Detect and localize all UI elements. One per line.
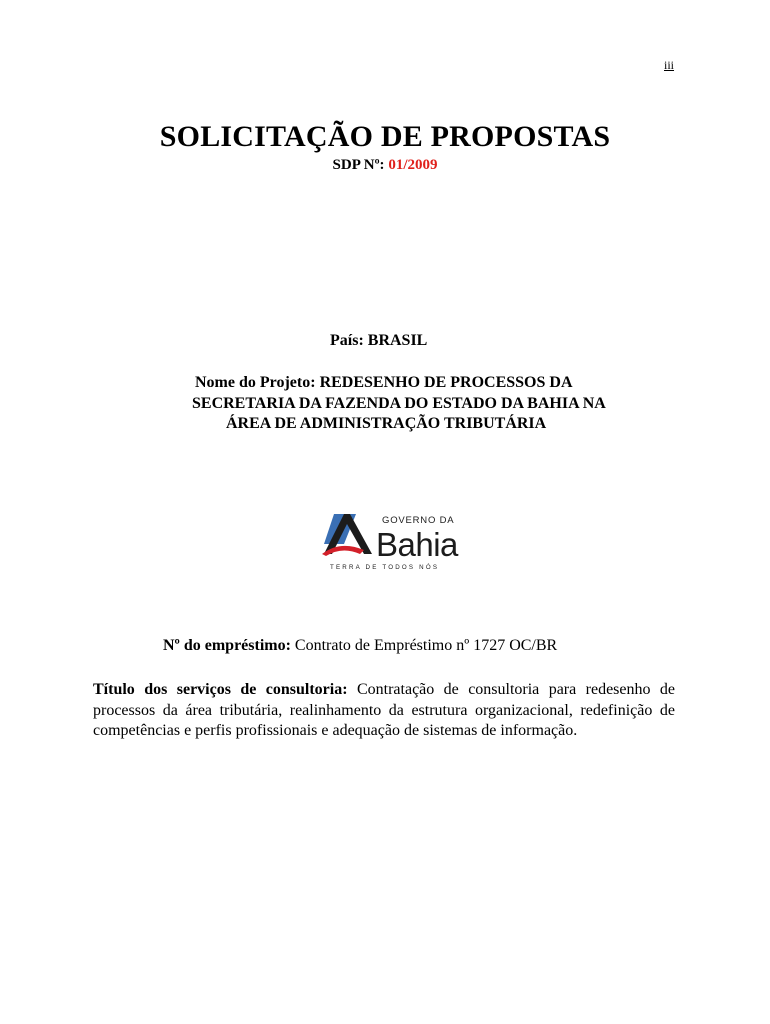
project-line2: SECRETARIA DA FAZENDA DO ESTADO DA BAHIA NA bbox=[192, 395, 606, 412]
services-label: Título dos serviços de consultoria: bbox=[93, 681, 348, 698]
page-number: iii bbox=[664, 58, 675, 72]
loan-value: Contrato de Empréstimo nº 1727 OC/BR bbox=[294, 637, 558, 654]
project-name bbox=[192, 373, 606, 432]
project-line1: REDESENHO DE PROCESSOS DA bbox=[319, 374, 573, 391]
logo-main-text: Bahia bbox=[376, 526, 458, 563]
loan-number bbox=[163, 637, 557, 655]
governo-bahia-logo bbox=[320, 510, 470, 572]
sdp-value: 01/2009 bbox=[388, 157, 438, 173]
logo-tagline: TERRA DE TODOS NÓS bbox=[330, 564, 440, 571]
consulting-services-title bbox=[93, 680, 675, 742]
document-title: SOLICITAÇÃO DE PROPOSTAS bbox=[159, 120, 611, 153]
logo-top-text: GOVERNO DA bbox=[382, 515, 455, 526]
sdp-number bbox=[0, 157, 770, 174]
project-label: Nome do Projeto: bbox=[195, 374, 316, 391]
country: País: BRASIL bbox=[330, 332, 428, 349]
sdp-label: SDP Nº: bbox=[332, 157, 385, 173]
logo-graphic bbox=[320, 510, 470, 572]
loan-label: Nº do empréstimo: bbox=[163, 637, 291, 654]
project-line3: ÁREA DE ADMINISTRAÇÃO TRIBUTÁRIA bbox=[226, 415, 547, 432]
services-value: Contratação de consultoria para redesenho de processos da área tributária, realinhamento da estrutura organizacional, redefinição de competências e perfis profissionais e adequação de sistemas de informação. bbox=[93, 681, 676, 739]
